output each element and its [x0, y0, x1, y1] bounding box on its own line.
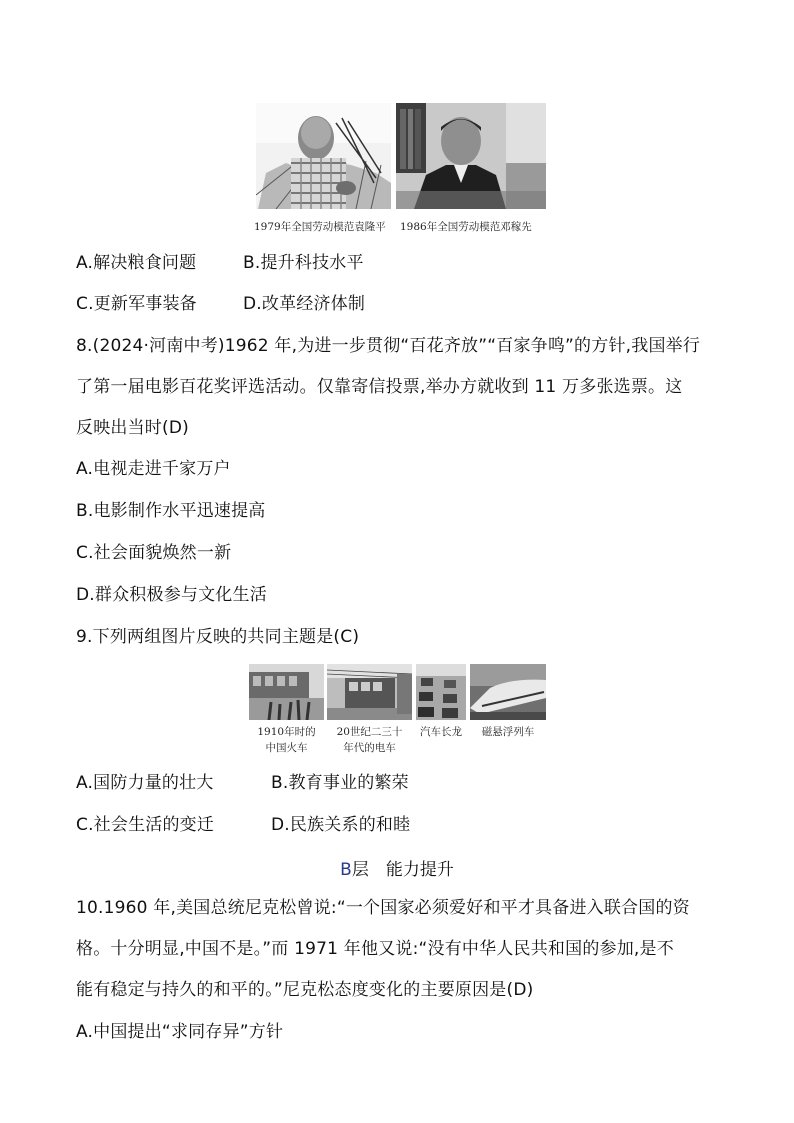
q10-stem-line3: 能有稳定与持久的和平的。”尼克松态度变化的主要原因是(D): [76, 980, 534, 1000]
q9-stem: 9.下列两组图片反映的共同主题是(C): [76, 627, 360, 647]
traffic-jam-photo: [416, 664, 466, 720]
q10-option-a: A.中国提出“求同存异”方针: [76, 1022, 284, 1042]
q8-option-d: D.群众积极参与文化生活: [76, 585, 267, 605]
caption-maglev: 磁悬浮列车: [481, 726, 535, 738]
train-1910-photo: [249, 664, 324, 720]
q7-option-c: C.更新军事装备: [76, 294, 197, 314]
caption-train-line1: 1910年时的: [257, 726, 316, 738]
caption-tram-line2: 年代的电车: [343, 742, 396, 754]
q10-stem-line1: 10.1960 年,美国总统尼克松曾说:“一个国家必须爱好和平才具备进入联合国的资: [76, 898, 690, 918]
section-title: 层 能力提升: [351, 860, 454, 880]
q9-option-b: B.教育事业的繁荣: [271, 773, 409, 793]
q8-stem-line1: 8.(2024·河南中考)1962 年,为进一步贯彻“百花齐放”“百家争鸣”的方针,我国举行: [76, 336, 701, 356]
caption-yuan-longping: 1979年全国劳动模范袁隆平: [254, 221, 386, 233]
q8-stem-line3: 反映出当时(D): [76, 418, 189, 438]
section-heading: [0, 855, 794, 880]
deng-jiaxian-photo: [396, 103, 546, 209]
tram-1920s-photo: [327, 664, 412, 720]
caption-deng-jiaxian: 1986年全国劳动模范邓稼先: [400, 221, 532, 233]
q7-option-a: A.解决粮食问题: [76, 253, 197, 273]
q10-stem-line2: 格。十分明显,中国不是。”而 1971 年他又说:“没有中华人民共和国的参加,是不: [76, 939, 674, 959]
maglev-train-photo: [470, 664, 546, 720]
q9-option-a: A.国防力量的壮大: [76, 773, 214, 793]
yuan-longping-photo: [256, 103, 391, 209]
q8-stem-line2: 了第一届电影百花奖评选活动。仅靠寄信投票,举办方就收到 11 万多张选票。这: [76, 377, 683, 397]
q8-option-c: C.社会面貌焕然一新: [76, 543, 232, 563]
q8-option-a: A.电视走进千家万户: [76, 459, 231, 479]
transport-photos: [249, 664, 549, 760]
caption-train-line2: 中国火车: [265, 742, 308, 754]
q7-option-b: B.提升科技水平: [243, 253, 364, 273]
q8-option-b: B.电影制作水平迅速提高: [76, 501, 266, 521]
section-letter: B: [340, 860, 352, 880]
labor-model-photos: [256, 103, 546, 235]
q9-option-d: D.民族关系的和睦: [271, 815, 411, 835]
q7-option-d: D.改革经济体制: [243, 294, 366, 314]
q9-option-c: C.社会生活的变迁: [76, 815, 215, 835]
caption-traffic: 汽车长龙: [420, 726, 462, 738]
caption-tram-line1: 20世纪二三十: [336, 726, 403, 738]
